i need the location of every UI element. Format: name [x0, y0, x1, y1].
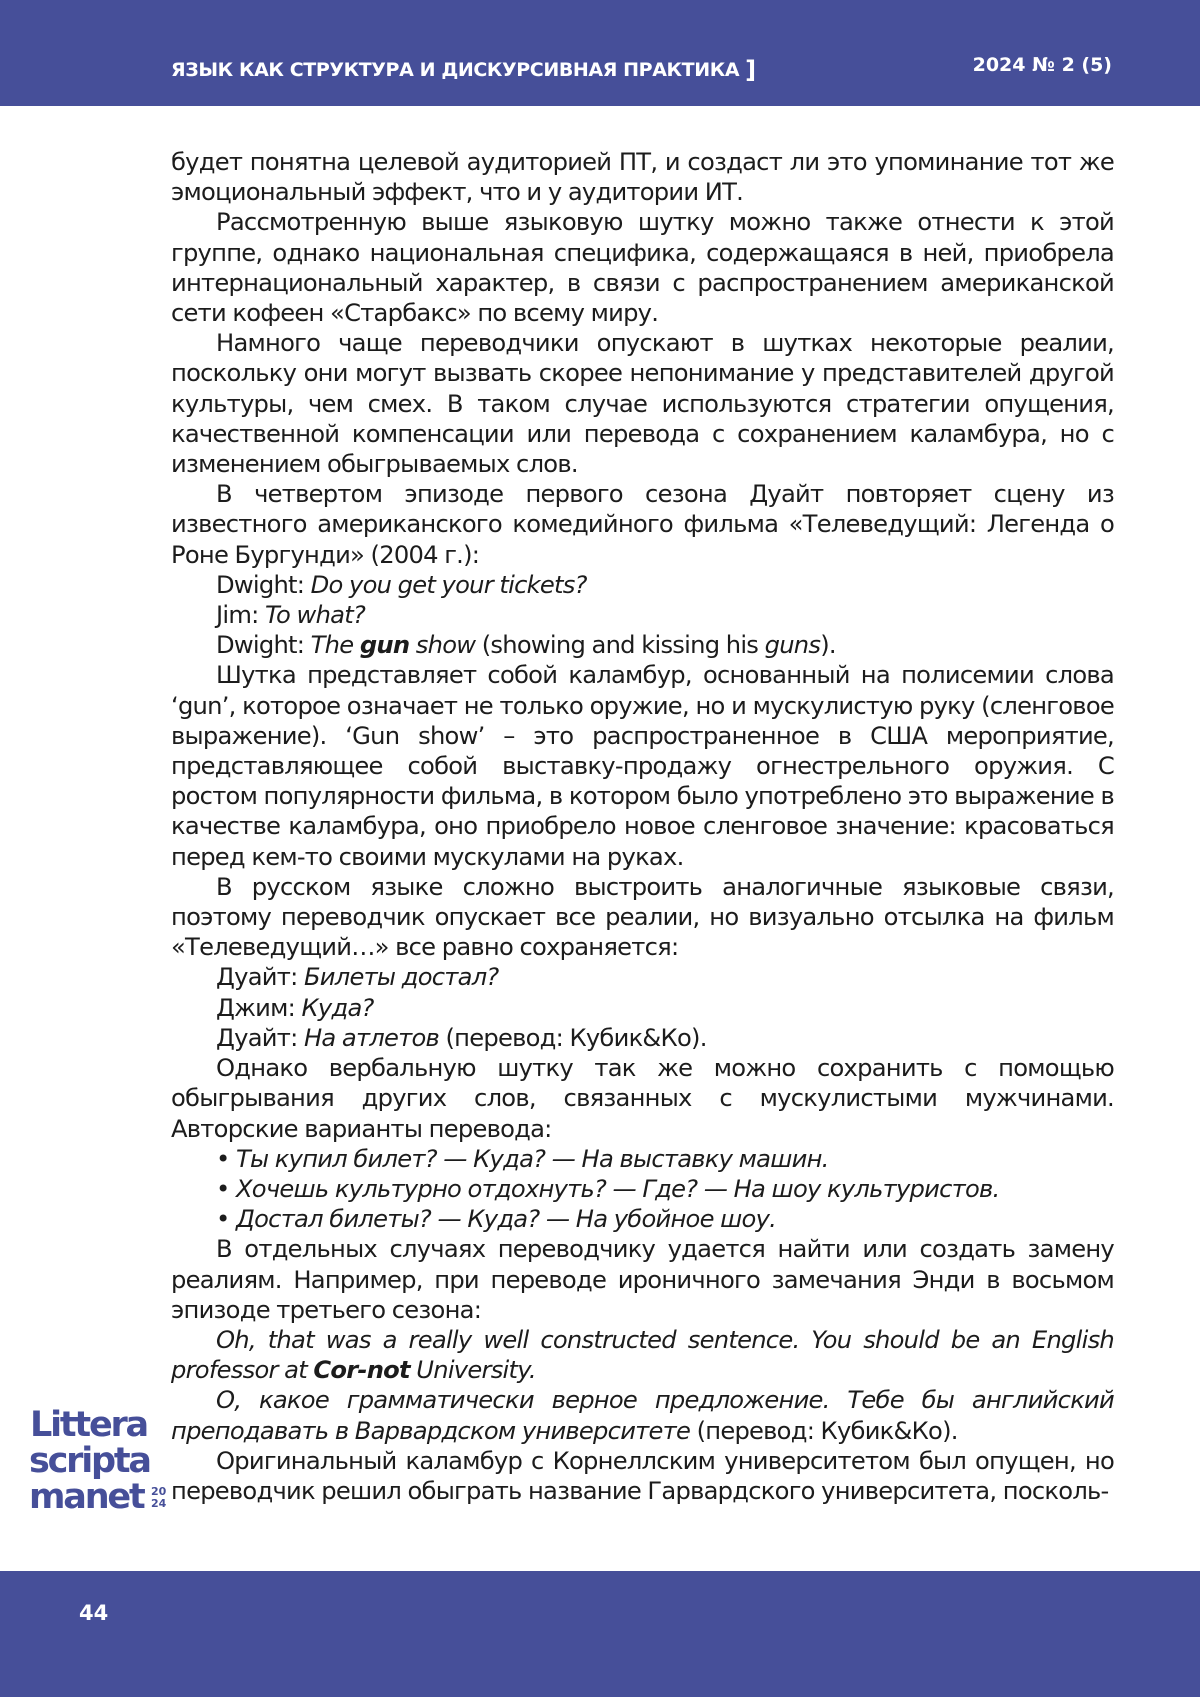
list-item-text: Ты купил билет? — Куда? — На выставку машин. — [235, 1144, 829, 1173]
pun-word — [360, 631, 410, 659]
paragraph: Однако вербальную шутку так же можно сохранить с помощью обыгрывания других слов, связанных с мускулистыми мужчинами. Авторские варианты перевода: — [171, 1054, 1114, 1143]
journal-logo — [28, 1398, 166, 1522]
stage-direction-end: ). — [820, 631, 836, 660]
paragraph: будет понятна целевой аудиторией ПТ, и создаст ли это упоминание тот же эмоциональный эффект, что и у аудитории ИТ. — [171, 148, 1114, 207]
logo-word-littera: Littera — [30, 1405, 147, 1445]
stage-direction-italic: guns — [764, 631, 821, 660]
quote: Куда? — [301, 993, 374, 1022]
list-item — [171, 1204, 1114, 1234]
paragraph: Рассмотренную выше языковую шутку можно также отнести к этой группе, однако национальная специфика, содержащаяся в ней, приобрела интернациональный характер, в связи с распространением американской сети кофеен «Старбакс» по всему миру. — [171, 208, 1114, 328]
paragraph: В четвертом эпизоде первого сезона Дуайт повторяет сцену из известного американского комедийного фильма «Телеведущий: Легенда о Роне Бургунди» (2004 г.): — [171, 480, 1114, 569]
pun-word-bold: gun — [359, 631, 410, 660]
quote: Oh, that was a really well constructed sentence. You should be an English professor at — [171, 1325, 1114, 1385]
bullet-mark: • — [216, 1144, 236, 1173]
dialogue-line — [171, 993, 1114, 1023]
example-translation — [171, 1385, 1114, 1445]
paragraph: В отдельных случаях переводчику удается найти или создать замену реалиям. Например, при переводе ироничного замечания Энди в восьмом эпизоде третьего сезона: — [171, 1235, 1114, 1324]
translation-note: (перевод: Кубик&Ко). — [439, 1023, 707, 1052]
stage-direction: (showing and kissing his — [475, 631, 765, 660]
quote: Билеты достал? — [303, 963, 499, 992]
pun-word — [313, 1356, 409, 1384]
dialogue-line — [171, 570, 1114, 600]
list-item — [171, 1174, 1114, 1204]
running-title-bracket: ] — [745, 56, 756, 84]
dialogue-line — [171, 1023, 1114, 1053]
page-number: 44 — [79, 1601, 109, 1625]
bullet-mark: • — [216, 1205, 236, 1234]
quote: University. — [409, 1356, 536, 1385]
speaker: Jim: — [216, 601, 266, 630]
paragraph: Шутка представляет собой каламбур, основанный на полисемии слова ‘gun’, которое означает не только оружие, но и мускулистую руку (сленговое выражение). ‘Gun show’ – это распространенное в США мероприятие, представляющее собой выставку-продажу огнестрельного оружия. С ростом популярности фильма, в котором было употреблено это выражение в качестве каламбура, оно приобрело новое сленговое значение: красоваться перед кем-то своими мускулами на руках. — [171, 661, 1114, 871]
logo-word-manet: manet — [29, 1477, 144, 1517]
paragraph: Оригинальный каламбур с Корнеллским университетом был опущен, но переводчик решил обыграть название Гарвардского университета, посколь- — [171, 1446, 1114, 1505]
quote: На атлетов — [303, 1023, 440, 1052]
paragraph: В русском языке сложно выстроить аналогичные языковые связи, поэтому переводчик опускает все реалии, но визуально отсылка на фильм «Телеведущий…» все равно сохраняется: — [171, 872, 1114, 962]
example-quote — [171, 1325, 1114, 1385]
logo-year-bottom: 24 — [151, 1497, 166, 1510]
running-header — [0, 0, 1200, 106]
list-item-text: Хочешь культурно отдохнуть? — Где? — На шоу культуристов. — [235, 1174, 1000, 1203]
speaker: Дуайт: — [216, 963, 304, 992]
quote: Do you get your tickets? — [310, 570, 587, 599]
paragraph: Намного чаще переводчики опускают в шутках некоторые реалии, поскольку они могут вызвать скорее непонимание у представителей другой культуры, чем смех. В таком случае используются стратегии опущения, качественной компенсации или перевода с сохранением каламбура, но с изменением обыгрываемых слов. — [171, 329, 1114, 479]
dialogue-line — [171, 962, 1114, 992]
issue-number: 2024 № 2 (5) — [972, 54, 1112, 76]
running-footer — [0, 1571, 1200, 1697]
running-title — [171, 54, 756, 82]
dialogue-line — [171, 630, 1114, 660]
pun-word-bold: Cor-not — [313, 1356, 410, 1385]
speaker: Джим: — [216, 993, 302, 1022]
list-item-text: Достал билеты? — Куда? — На убойное шоу. — [235, 1205, 777, 1234]
speaker: Dwight: — [216, 631, 311, 660]
running-title-text: ЯЗЫК КАК СТРУКТУРА И ДИСКУРСИВНАЯ ПРАКТИКА — [171, 59, 740, 81]
translation-note: (перевод: Кубик&Ко). — [690, 1416, 958, 1445]
speaker: Dwight: — [216, 570, 311, 599]
quote: show — [409, 631, 476, 660]
logo-year-top: 20 — [151, 1485, 166, 1498]
dialogue-line — [171, 600, 1114, 630]
speaker: Дуайт: — [216, 1023, 304, 1052]
logo-word-scripta: scripta — [29, 1441, 150, 1481]
article-body — [171, 147, 1114, 1506]
quote: О, какое грамматически верное предложение. Тебе бы английский преподавать в Варвардском университете — [171, 1386, 1114, 1445]
list-item — [171, 1144, 1114, 1174]
bullet-mark: • — [216, 1174, 236, 1203]
quote: The — [310, 631, 360, 660]
quote: To what? — [265, 601, 366, 630]
